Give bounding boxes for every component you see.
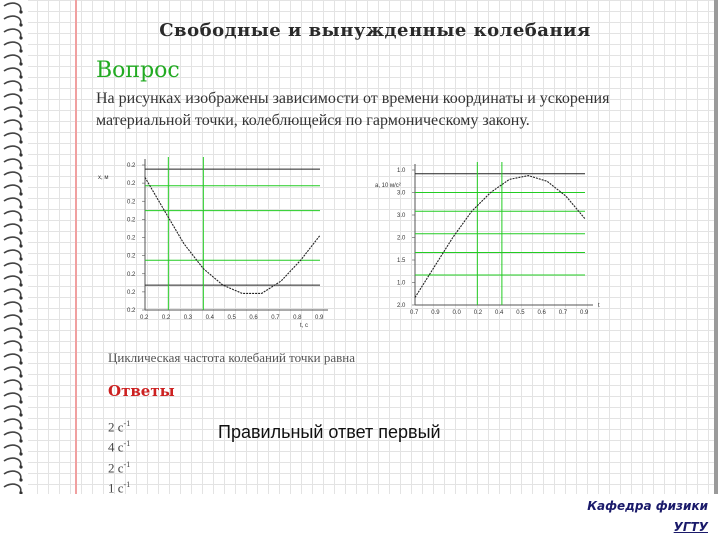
frequency-prompt: Циклическая частота колебаний точки равна [108, 350, 356, 365]
y-tick-label: 0.2 [127, 271, 136, 278]
spiral-hole [19, 322, 22, 325]
answer-option[interactable]: 2 $с^{-1}$ [108, 459, 131, 475]
x-tick-label: 0.9 [431, 310, 440, 316]
x-tick-label: 0.8 [293, 315, 302, 321]
spiral-ring [4, 146, 21, 155]
coordinate-chart [95, 155, 335, 330]
spiral-ring [4, 341, 21, 350]
spiral-ring [4, 432, 21, 441]
spiral-ring [4, 263, 21, 272]
spiral-ring [4, 471, 21, 480]
x-tick-label: 0.9 [315, 315, 324, 321]
spiral-hole [19, 413, 22, 416]
spiral-hole [19, 465, 22, 468]
spiral-hole [19, 478, 22, 481]
spiral-hole [19, 62, 22, 65]
spiral-hole [19, 127, 22, 130]
y-tick-label: 0.2 [127, 289, 136, 296]
page-shadow [714, 0, 718, 494]
y-tick-label: 0.2 [127, 163, 136, 169]
y-tick-label: 1.0 [397, 168, 406, 174]
spiral-hole [19, 114, 22, 117]
y-tick-label: 0.2 [127, 217, 136, 224]
x-tick-label: 0.9 [580, 310, 589, 316]
spiral-ring [4, 107, 21, 116]
spiral-ring [4, 419, 21, 428]
x-tick-label: 0.6 [537, 310, 546, 316]
spiral-hole [19, 10, 22, 13]
y-tick-label: 1.0 [397, 280, 406, 287]
acceleration-chart [370, 160, 615, 320]
spiral-hole [19, 270, 22, 273]
y-tick-label: 0.2 [127, 308, 136, 314]
spiral-binding-icon [0, 0, 28, 494]
spiral-ring [4, 81, 21, 90]
spiral-ring [4, 211, 21, 220]
spiral-hole [19, 374, 22, 377]
spiral-ring [4, 289, 21, 298]
spiral-hole [19, 257, 22, 260]
spiral-hole [19, 335, 22, 338]
spiral-ring [4, 133, 21, 142]
spiral-ring [4, 393, 21, 402]
spiral-ring [4, 458, 21, 467]
y-tick-label: 2.0 [397, 235, 406, 242]
spiral-hole [19, 23, 22, 26]
spiral-hole [19, 387, 22, 390]
answer-option[interactable]: 1 $с^{-1}$ [108, 479, 131, 496]
y-tick-label: 3.0 [397, 213, 406, 219]
spiral-ring [4, 406, 21, 415]
answer-option[interactable]: 2 $с^{-1}$ [108, 419, 131, 435]
spiral-ring [4, 3, 21, 12]
x-tick-label: 0.2 [473, 310, 483, 316]
y-tick-label: 0.2 [127, 199, 136, 206]
spiral-hole [19, 361, 22, 364]
spiral-ring [4, 185, 21, 194]
y-tick-label: 2.0 [397, 303, 406, 309]
spiral-hole [19, 88, 22, 91]
x-tick-label: 0.3 [183, 315, 193, 321]
x-tick-label: 0.2 [161, 315, 171, 321]
spiral-hole [19, 452, 22, 455]
spiral-hole [19, 296, 22, 299]
correct-answer-note: Правильный ответ первый [218, 422, 441, 442]
spiral-ring [4, 237, 21, 246]
spiral-hole [19, 244, 22, 247]
spiral-ring [4, 224, 21, 233]
footer-university: УГТУ [673, 520, 708, 534]
x-tick-label: 0.5 [516, 310, 525, 316]
spiral-hole [19, 140, 22, 143]
x-tick-label: 0.5 [227, 315, 236, 321]
spiral-hole [19, 101, 22, 104]
spiral-ring [4, 55, 21, 64]
spiral-hole [19, 49, 22, 52]
spiral-hole [19, 231, 22, 234]
spiral-ring [4, 68, 21, 77]
spiral-ring [4, 367, 21, 376]
spiral-hole [19, 205, 22, 208]
y-tick-label: 3.0 [397, 190, 406, 197]
spiral-ring [4, 380, 21, 389]
spiral-hole [19, 348, 22, 351]
x-tick-label: 0.4 [495, 310, 504, 316]
x-tick-label: 0.7 [410, 310, 419, 316]
spiral-ring [4, 276, 21, 285]
spiral-ring [4, 198, 21, 207]
y-tick-label: 0.2 [127, 181, 136, 188]
spiral-ring [4, 354, 21, 363]
spiral-hole [19, 283, 22, 286]
series-line [415, 176, 585, 298]
y-tick-label: 1.5 [397, 258, 406, 264]
spiral-ring [4, 302, 21, 311]
spiral-ring [4, 484, 21, 493]
y-tick-label: 0.2 [127, 253, 136, 260]
spiral-hole [19, 192, 22, 195]
spiral-hole [19, 439, 22, 442]
spiral-binding [0, 0, 28, 494]
spiral-ring [4, 29, 21, 38]
page-margin-line [75, 0, 77, 494]
spiral-ring [4, 172, 21, 181]
spiral-ring [4, 120, 21, 129]
question-text: На рисунках изображены зависимости от времени координаты и ускорения материальной точки, колеблющейся по гармоническому закону. [96, 90, 610, 129]
footer-department: Кафедра физики [587, 499, 708, 513]
series-line [145, 177, 320, 293]
answers-list [108, 415, 130, 496]
chart2-xlabel: t [598, 303, 600, 309]
chart2-ylabel: a, 10 м/с² [375, 183, 401, 189]
answer-option[interactable]: 4 $с^{-1}$ [108, 439, 131, 455]
spiral-ring [4, 42, 21, 51]
spiral-ring [4, 315, 21, 324]
spiral-ring [4, 159, 21, 168]
question-heading: Вопрос [96, 58, 180, 83]
spiral-ring [4, 250, 21, 259]
chart1-ylabel: x, м [98, 175, 109, 181]
spiral-hole [19, 166, 22, 169]
spiral-hole [19, 309, 22, 312]
y-tick-label: 0.2 [127, 235, 136, 242]
spiral-hole [19, 153, 22, 156]
spiral-ring [4, 445, 21, 454]
x-tick-label: 0.7 [271, 315, 280, 321]
spiral-hole [19, 179, 22, 182]
spiral-ring [4, 16, 21, 25]
spiral-hole [19, 36, 22, 39]
chart1-xlabel: t, с [300, 323, 309, 329]
spiral-hole [19, 218, 22, 221]
x-tick-label: 0.0 [452, 310, 461, 316]
x-tick-label: 0.2 [140, 315, 149, 321]
spiral-ring [4, 328, 21, 337]
spiral-hole [19, 75, 22, 78]
spiral-hole [19, 400, 22, 403]
x-tick-label: 0.7 [558, 310, 568, 316]
slide-title: Свободные и вынужденные колебания [159, 20, 591, 41]
answers-heading: Ответы [108, 382, 175, 400]
x-tick-label: 0.6 [249, 315, 258, 321]
x-tick-label: 0.4 [205, 315, 214, 321]
spiral-hole [19, 426, 22, 429]
spiral-ring [4, 94, 21, 103]
